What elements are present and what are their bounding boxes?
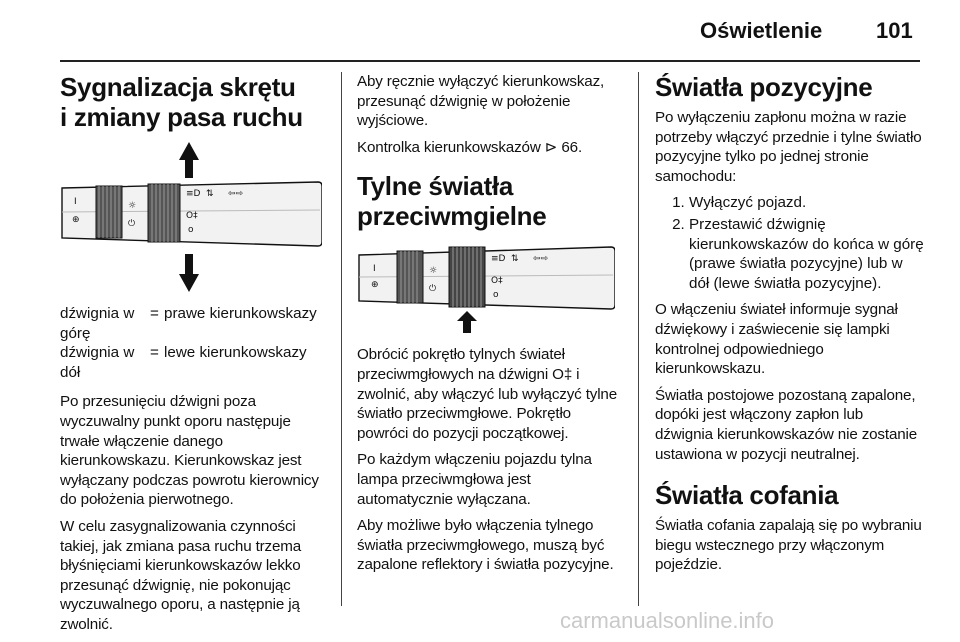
heading-turn-signals: Sygnalizacja skrętu i zmiany pasa ruchu bbox=[60, 72, 303, 132]
arrow-up-icon bbox=[457, 311, 477, 333]
svg-text:O‡: O‡ bbox=[186, 211, 198, 221]
column-1 bbox=[60, 72, 326, 642]
svg-text:⇅: ⇅ bbox=[206, 189, 214, 199]
header-rule bbox=[60, 60, 920, 62]
arrow-up-icon bbox=[179, 142, 199, 178]
legend-list bbox=[60, 304, 326, 382]
paragraph: O włączeniu świateł informuje sygnał dźwiękowy i zaświecenie się lampki kontrolnej odpowiedniego kierunkowskazu. bbox=[655, 301, 898, 378]
legend-eq: = bbox=[150, 344, 159, 362]
fog-light-lever-illustration bbox=[357, 241, 615, 333]
section-title: Oświetlenie bbox=[700, 18, 823, 43]
legend-desc: lewe kierunkowskazy bbox=[164, 344, 307, 362]
svg-text:⊕: ⊕ bbox=[371, 280, 379, 291]
column-2 bbox=[357, 72, 622, 582]
svg-text:≡D: ≡D bbox=[491, 254, 506, 265]
paragraph: Po każdym włączeniu pojazdu tylna lampa przeciwmgłowa jest automatycznie wyłączana. bbox=[357, 451, 592, 508]
svg-text:I: I bbox=[74, 197, 77, 207]
svg-text:I: I bbox=[373, 264, 376, 275]
paragraph: Światła postojowe pozostaną zapalone, dopóki jest włączony zapłon lub dźwignia kierunkowskazów nie zostanie ustawiona w pozycji neutralnej. bbox=[655, 386, 918, 463]
heading-rear-fog-lights: Tylne światła przeciwmgielne bbox=[357, 171, 547, 232]
legend-eq: = bbox=[150, 305, 159, 322]
column-divider bbox=[341, 72, 342, 606]
svg-text:⇅: ⇅ bbox=[511, 254, 519, 265]
svg-text:⏻: ⏻ bbox=[429, 284, 437, 295]
legend-term: dźwignia w górę bbox=[60, 305, 135, 342]
turn-signal-lever-illustration bbox=[60, 142, 322, 292]
svg-text:⏻: ⏻ bbox=[128, 219, 136, 229]
paragraph-cross-reference: Kontrolka kierunkowskazów ⊳ 66. bbox=[357, 138, 583, 156]
page-number: 101 bbox=[876, 18, 913, 43]
svg-text:⊕: ⊕ bbox=[72, 215, 80, 225]
svg-text:⇦⇨: ⇦⇨ bbox=[228, 189, 244, 199]
paragraph: W celu zasygnalizowania czynności takiej, jak zmiana pasa ruchu trzema błyśnięciami kierunkowskazów lekko przesunąć dźwignię, nie pokonując wyczuwalnego oporu, a następnie ją zwolnić. bbox=[60, 517, 302, 633]
paragraph: Światła cofania zapalają się po wybraniu biegu wstecznego przy włączonym pojeździe. bbox=[655, 517, 922, 574]
column-divider bbox=[638, 72, 639, 606]
legend-desc: prawe kierunkowskazy bbox=[164, 305, 317, 322]
watermark: carmanualsonline.info bbox=[560, 608, 775, 633]
svg-text:o: o bbox=[493, 290, 499, 301]
paragraph: Po przesunięciu dźwigni poza wyczuwalny punkt oporu następuje trwałe włączenie danego kierunkowskazu. Kierunkowskaz jest wyłączany podczas powrotu kierownicy do położenia pierwotnego. bbox=[60, 393, 319, 509]
svg-text:⇦⇨: ⇦⇨ bbox=[533, 254, 549, 265]
svg-text:☼: ☼ bbox=[128, 201, 137, 211]
legend-term: dźwignia w dół bbox=[60, 344, 135, 381]
arrow-down-icon bbox=[179, 254, 199, 292]
svg-text:≡D: ≡D bbox=[186, 189, 201, 199]
paragraph: Aby możliwe było włączenia tylnego światła przeciwmgłowego, muszą być zapalone reflektory i światła pozycyjne. bbox=[357, 517, 614, 574]
list-item: 1. Wyłączyć pojazd. bbox=[689, 193, 925, 213]
svg-text:O‡: O‡ bbox=[491, 276, 503, 287]
paragraph: Aby ręcznie wyłączyć kierunkowskaz, przesunąć dźwignię w położenie wyjściowe. bbox=[357, 73, 605, 130]
paragraph: Po wyłączeniu zapłonu można w razie potrzeby włączyć przednie i tylne światło pozycyjne tylko po jednej stronie samochodu: bbox=[655, 109, 922, 185]
heading-parking-lights: Światła pozycyjne bbox=[655, 72, 873, 102]
list-item: 2. Przestawić dźwignię kierunkowskazów do końca w górę (prawe światła pozycyjne) lub w dół (lewe światła pozycyjne). bbox=[689, 215, 925, 293]
paragraph: Obrócić pokrętło tylnych świateł przeciwmgłowych na dźwigni O‡ i zwolnić, aby włączyć lub wyłączyć tylne światło przeciwmgłowe. Pokrętło powróci do pozycji początkowej. bbox=[357, 346, 618, 442]
steps-list bbox=[655, 193, 925, 293]
column-3 bbox=[655, 72, 925, 582]
svg-text:☼: ☼ bbox=[429, 266, 438, 277]
heading-reversing-lights: Światła cofania bbox=[655, 480, 839, 511]
svg-text:o: o bbox=[188, 225, 194, 235]
